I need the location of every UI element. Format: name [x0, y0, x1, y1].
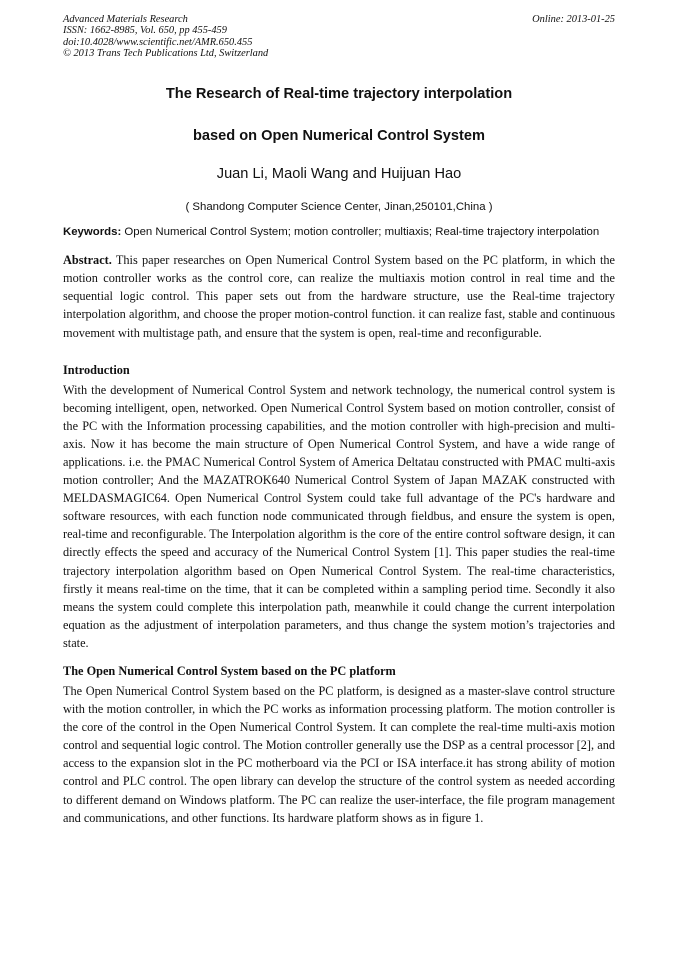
journal-name: Advanced Materials Research: [63, 14, 188, 25]
keywords: [63, 224, 615, 242]
abstract-text: This paper researches on Open Numerical Control System based on the PC platform, in which the motion controller works as the control core, can realize the multiaxis motion control in real time and the sequential logic control. This paper sets out from the hardware structure, use the Real-time trajectory interpolation algorithm, and choose the proper motion-control function. it can realize fast, stable and continuous movement with multistage path, and ensure that the system is open, real-time and reconfigurable.: [63, 253, 615, 340]
keywords-text: Open Numerical Control System; motion controller; multiaxis; Real-time trajectory interpolation: [124, 225, 600, 238]
issn-line: ISSN: 1662-8985, Vol. 650, pp 455-459: [63, 25, 227, 37]
abstract-label: Abstract.: [63, 253, 112, 268]
section-heading-pc-platform: The Open Numerical Control System based on the PC platform: [63, 664, 396, 678]
copyright-line: © 2013 Trans Tech Publications Ltd, Switzerland: [63, 48, 269, 60]
keywords-label: Keywords:: [63, 225, 122, 238]
authors: Juan Li, Maoli Wang and Huijuan Hao: [216, 165, 462, 182]
section-body-introduction: With the development of Numerical Control System and network technology, the numerical control system is becoming intelligent, open, networked. Open Numerical Control System based on motion controller, consist of the PC with the Information processing capabilities, and the motion controller with high-precision and multi-axis. Now it has become the main structure of Open Numerical Control System, and have a wide range of applications. i.e. the PMAC Numerical Control System of America Deltatau constructed with PMAC multi-axis motion controller; And the MAZATROK640 Numerical Control System of Japan MAZAK constructed with MELDASMAGIC64. Open Numerical Control System could take full advantage of the PC's hardware and software resources, with each function node communicated through fieldbus, and ensure the system is open, real-time and reconfigurable. The Interpolation algorithm is the core of the entire control software design, it can directly effects the speed and accuracy of the Numerical Control System [1]. This paper studies the real-time trajectory interpolation algorithm based on Open Numerical Control System. The real-time characteristics, firstly it means real-time on the time, that it can be completed within a sampling period time. Secondly it also means the system could complete this interpolation path, meanwhile it could change the current interpolation equation as the adjustment of interpolation parameters, and thus change the system motion’s trajectories and state.: [63, 382, 615, 650]
affiliation: ( Shandong Computer Science Center, Jinan,250101,China ): [185, 200, 493, 213]
doi-line: doi:10.4028/www.scientific.net/AMR.650.455: [63, 36, 253, 48]
paper-page: [63, 14, 615, 827]
abstract: [63, 251, 615, 341]
paper-title-line-1: The Research of Real-time trajectory interpolation: [165, 85, 513, 102]
paper-title-line-2: based on Open Numerical Control System: [193, 127, 485, 144]
journal-header: [63, 14, 615, 60]
online-date: Online: 2013-01-25: [532, 14, 615, 25]
section-heading-introduction: Introduction: [63, 362, 130, 377]
section-body-pc-platform: The Open Numerical Control System based on the PC platform, is designed as a master-slave control structure with the motion controller, in which the PC works as information processing platform. The motion controller is the core of the control in the Open Numerical Control System. It can complete the real-time multi-axis motion control and sequential logic control. The Motion controller generally use the DSP as a central processor [2], and access to the expansion slot in the PC motherboard via the PCI or ISA interface.it has strong ability of motion control and PLC control. The open library can develop the structure of the control system as needed according to different demand on Windows platform. The PC can realize the user-interface, the file program management and communications, and other functions. Its hardware platform shows as in figure 1.: [63, 684, 615, 825]
